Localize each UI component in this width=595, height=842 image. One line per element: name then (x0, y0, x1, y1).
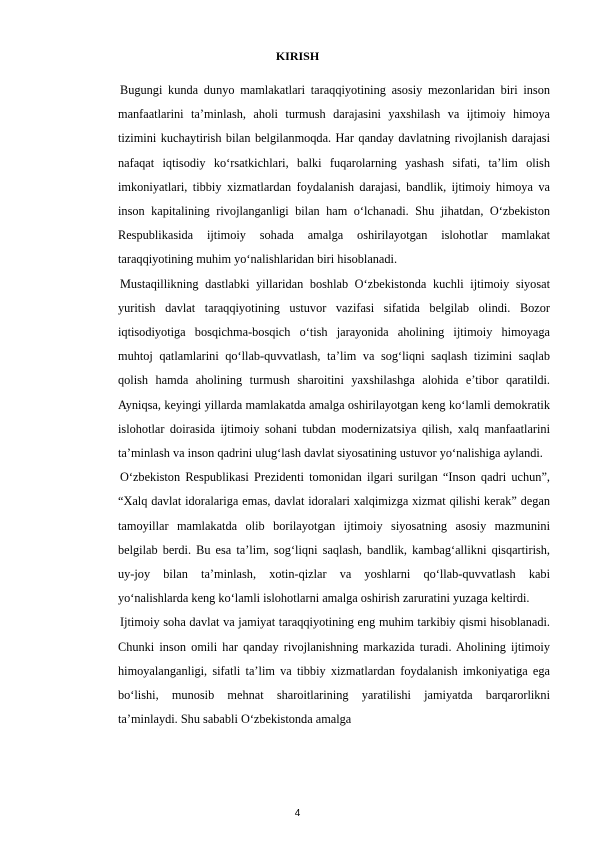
body-text (118, 78, 550, 731)
paragraph-3: O‘zbekiston Respublikasi Prezidenti tomonidan ilgari surilgan “Inson qadri uchun”, “Xalq davlat idoralariga emas, davlat idoralari xalqimizga xizmat qilishi kerak” degan tamoyillar mamlakatda olib borilayotgan ijtimoiy siyosatning asosiy mazmunini belgilab berdi. Bu esa ta’lim, sog‘liqni saqlash, bandlik, kambag‘allikni qisqartirish, uy-joy bilan ta’minlash, xotin-qizlar va yoshlarni qo‘llab-quvvatlash kabi yo‘nalishlarda keng ko‘lamli islohotlarni amalga oshirish zaruratini yuzaga keltirdi. (118, 470, 550, 606)
section-heading: KIRISH (275, 49, 320, 63)
paragraph-4: Ijtimoiy soha davlat va jamiyat taraqqiyotining eng muhim tarkibiy qismi hisoblanadi. Chunki inson omili har qanday rivojlanishning markazida turadi. Aholining ijtimoiy himoyalanganligi, sifatli ta’lim va tibbiy xizmatlardan foydalanish imkoniyatiga ega bo‘lishi, munosib mehnat sharoitlarining yaratilishi jamiyatda barqarorlikni ta’minlaydi. Shu sababli O‘zbekistonda amalga (118, 615, 550, 727)
paragraph-1: Bugungi kunda dunyo mamlakatlari taraqqiyotining asosiy mezonlaridan biri inson manfaatlarini ta’minlash, aholi turmush darajasini yaxshilash va ijtimoiy himoya tizimini kuchaytirish bilan belgilanmoqda. Har qanday davlatning rivojlanish darajasi nafaqat iqtisodiy ko‘rsatkichlari, balki fuqarolarning yashash sifati, ta’lim olish imkoniyatlari, tibbiy xizmatlardan foydalanish darajasi, bandlik, ijtimoiy himoya va inson kapitalining rivojlanganligi bilan ham o‘lchanadi. Shu jihatdan, O‘zbekiston Respublikasida ijtimoiy sohada amalga oshirilayotgan islohotlar mamlakat taraqqiyotining muhim yo‘nalishlaridan biri hisoblanadi. (118, 83, 550, 267)
page-number: 4 (294, 808, 301, 819)
paragraph-2: Mustaqillikning dastlabki yillaridan boshlab O‘zbekistonda kuchli ijtimoiy siyosat yuritish davlat taraqqiyotining ustuvor vazifasi sifatida belgilab olindi. Bozor iqtisodiyotiga bosqichma-bosqich o‘tish jarayonida aholining ijtimoiy himoyaga muhtoj qatlamlarini qo‘llab-quvvatlash, ta’lim va sog‘liqni saqlash tizimini saqlab qolish hamda aholining turmush sharoitini yaxshilashga alohida e’tibor qaratildi. Ayniqsa, keyingi yillarda mamlakatda amalga oshirilayotgan keng ko‘lamli demokratik islohotlar doirasida ijtimoiy sohani tubdan modernizatsiya qilish, xalq manfaatlarini ta’minlash va inson qadrini ulug‘lash davlat siyosatining ustuvor yo‘nalishiga aylandi. (118, 276, 550, 461)
